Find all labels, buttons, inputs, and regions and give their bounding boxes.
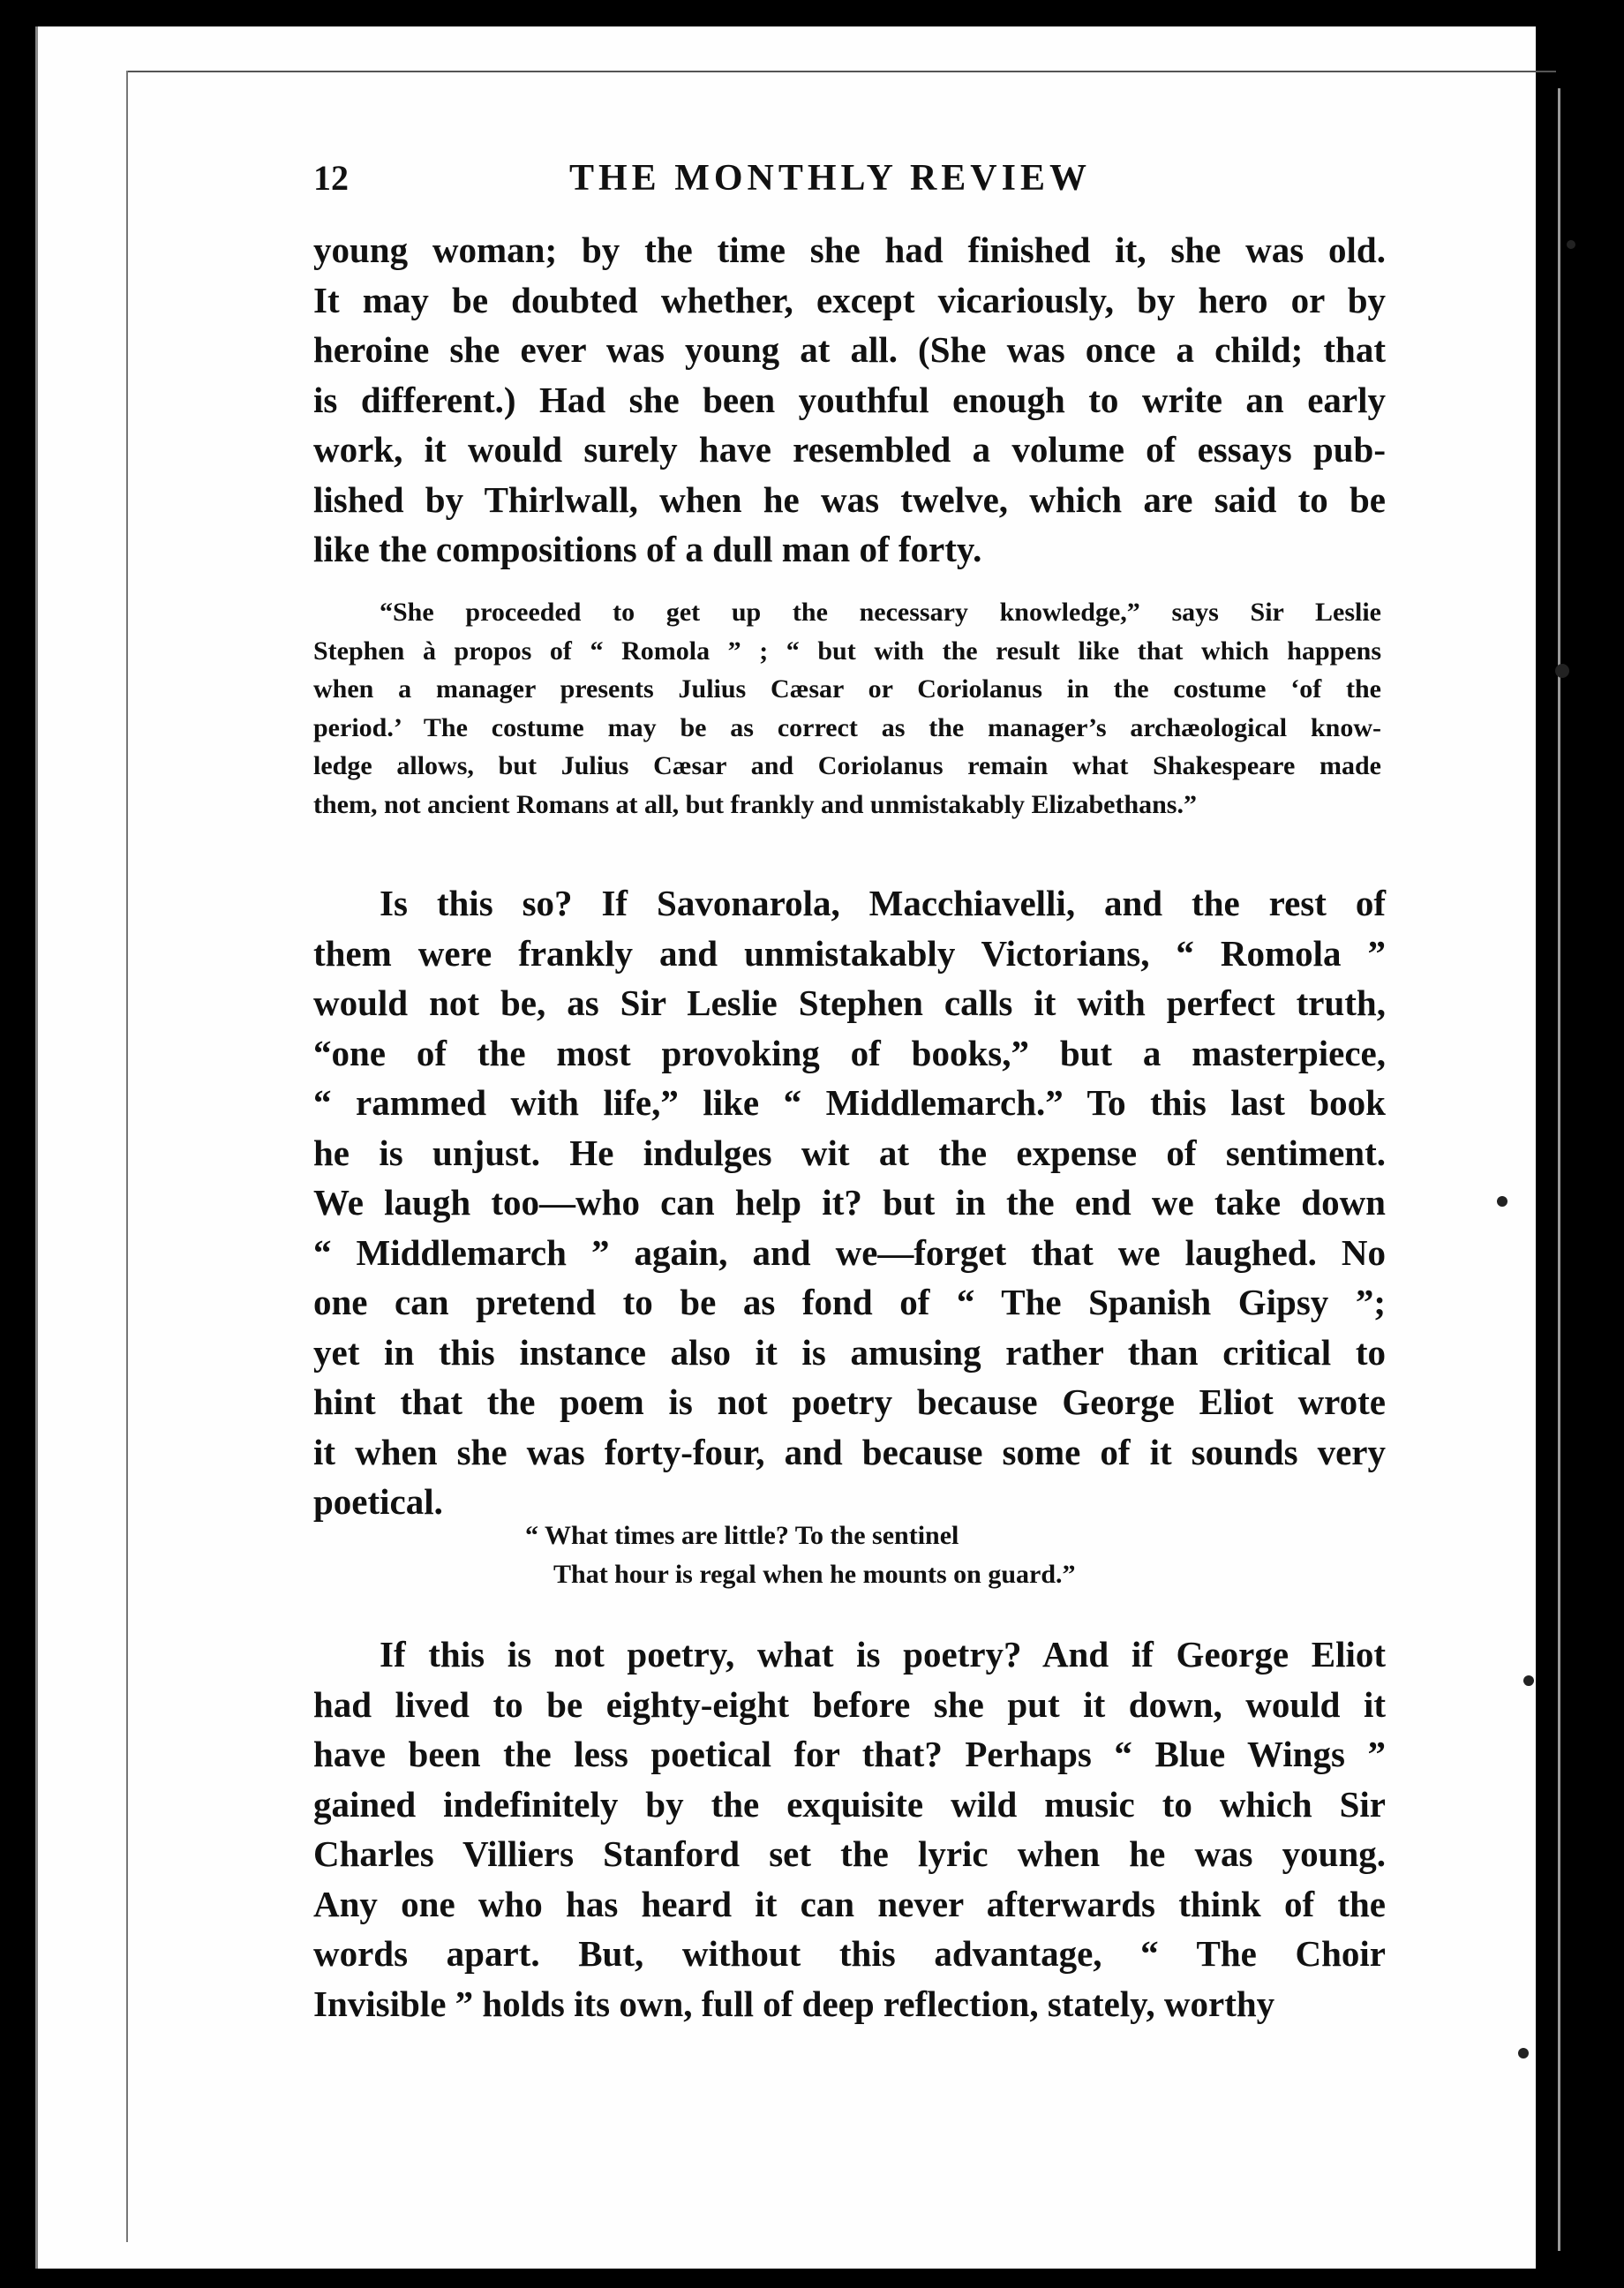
text-line: young woman; by the time she had finished it, she was old. [313,230,1386,270]
block-quote [313,593,1381,824]
text-line: would not be, as Sir Leslie Stephen calls it with perfect truth, [313,982,1386,1023]
text-line: had lived to be eighty-eight before she put it down, would it [313,1683,1386,1725]
page-border-left [126,71,128,2242]
page-number: 12 [313,158,349,198]
text-line: hint that the poem is not poetry because George Eliot wrote [313,1381,1386,1422]
text-line: We laugh too—who can help it? but in the end we take down [313,1182,1386,1223]
paragraph-3 [313,1629,1386,2028]
text-line: Any one who has heard it can never afterwards think of the [313,1883,1386,1924]
text-line: “ Middlemarch ” again, and we—forget that we laughed. No [313,1231,1386,1273]
text-line: he is unjust. He indulges wit at the expense of sentiment. [313,1132,1386,1173]
text-line: yet in this instance also it is amusing rather than critical to [313,1331,1386,1373]
text-line: Is this so? If Savonarola, Macchiavelli, and the rest of [380,883,1386,923]
page-border-top [126,71,1556,72]
text-line: lished by Thirlwall, when he was twelve, which are said to be [313,478,1386,520]
verse-quote [525,1517,1231,1594]
running-header [313,157,1372,210]
page-border-right [1558,88,1560,2251]
text-line: “ rammed with life,” like “ Middlemarch.” To this last book [313,1082,1386,1123]
quote-line: them, not ancient Romans at all, but frankly and unmistakably Elizabethans.” [313,789,1197,819]
scan-speck [1555,664,1569,678]
text-line: Charles Villiers Stanford set the lyric when he was young. [313,1833,1386,1874]
text-line: “one of the most provoking of books,” but a masterpiece, [313,1032,1386,1073]
quote-line: period.’ The costume may be as correct as the manager’s archæological know- [313,712,1381,742]
scan-speck [1523,1675,1534,1686]
text-line: words apart. But, without this advantage, “ The Choir [313,1933,1386,1974]
quote-line: when a manager presents Julius Cæsar or Coriolanus in the costume ‘of the [313,674,1381,704]
paragraph-2 [313,878,1386,1527]
running-title: THE MONTHLY REVIEW [569,158,1091,199]
text-line: one can pretend to be as fond of “ The Spanish Gipsy ”; [313,1282,1386,1322]
quote-line: ledge allows, but Julius Cæsar and Coriolanus remain what Shakespeare made [313,751,1381,780]
verse-line: That hour is regal when he mounts on guard.” [553,1560,1076,1589]
quote-line: “She proceeded to get up the necessary knowledge,” says Sir Leslie [380,598,1381,627]
text-line: work, it would surely have resembled a volume of essays pub- [313,429,1386,470]
text-line: them were frankly and unmistakably Victorians, “ Romola ” [313,932,1386,974]
verse-line: “ What times are little? To the sentinel [525,1521,959,1550]
text-line: it when she was forty-four, and because some of it sounds very [313,1431,1386,1472]
text-line: have been the less poetical for that? Perhaps “ Blue Wings ” [313,1734,1386,1774]
text-line: poetical. [313,1481,443,1522]
text-line: heroine she ever was young at all. (She was once a child; that [313,329,1386,370]
paragraph-1 [313,225,1386,575]
scan-speck [1567,240,1575,249]
text-line: gained indefinitely by the exquisite wild music to which Sir [313,1783,1386,1825]
text-line: like the compositions of a dull man of forty. [313,529,982,569]
quote-line: Stephen à propos of “ Romola ” ; “ but with the result like that which happens [313,636,1381,666]
text-line: If this is not poetry, what is poetry? And if George Eliot [380,1634,1386,1675]
scan-speck [1497,1196,1507,1207]
scan-speck [1518,2048,1529,2058]
text-line: Invisible ” holds its own, full of deep reflection, stately, worthy [313,1983,1275,2024]
text-line: is different.) Had she been youthful enough to write an early [313,379,1386,420]
text-line: It may be doubted whether, except vicariously, by hero or by [313,279,1386,320]
